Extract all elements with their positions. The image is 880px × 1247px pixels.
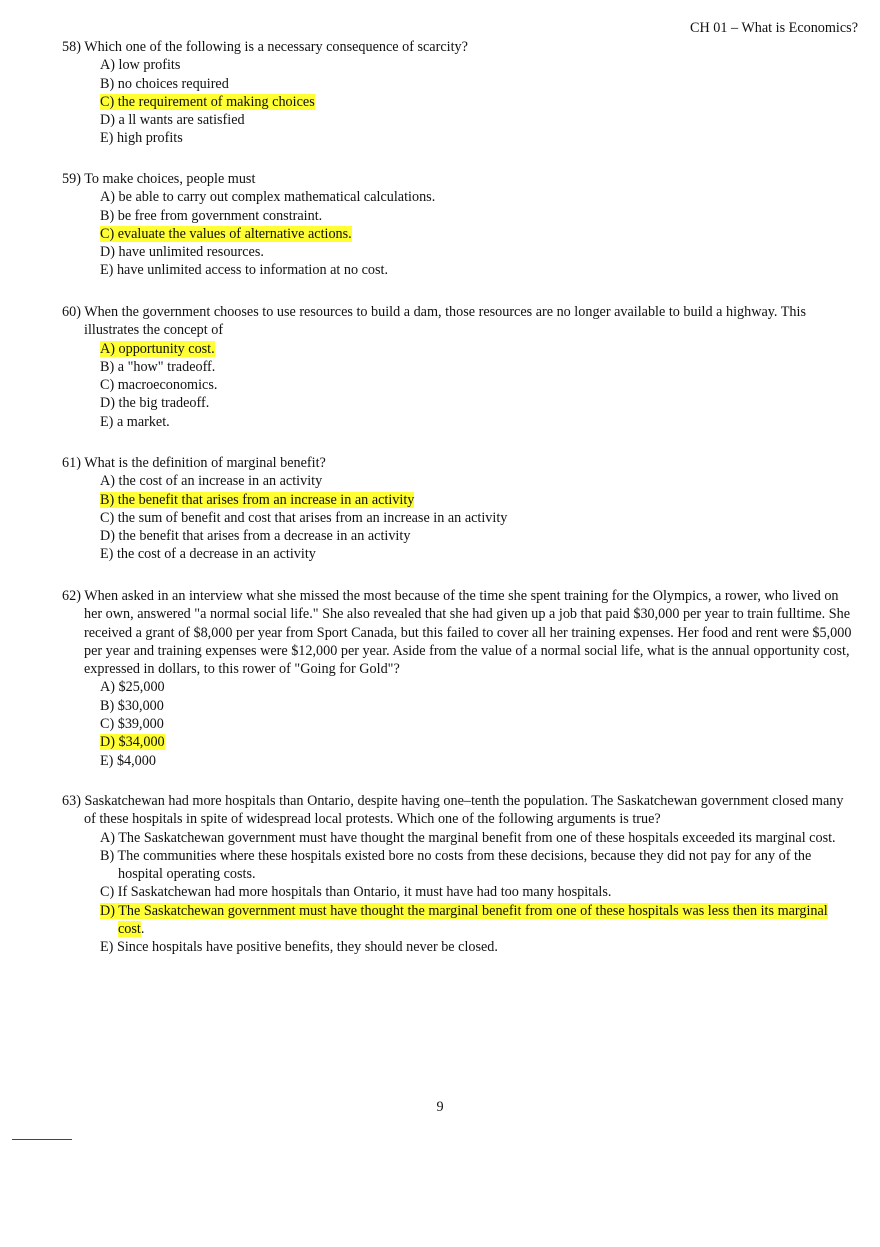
answer-option xyxy=(100,938,852,956)
answer-option xyxy=(100,847,852,884)
option-text: E) high profits xyxy=(100,130,183,147)
answer-option xyxy=(100,207,852,225)
option-text: B) $30,000 xyxy=(100,697,164,714)
answer-option xyxy=(100,243,852,261)
option-text: B) a "how" tradeoff. xyxy=(100,358,216,375)
answer-option-correct xyxy=(100,733,852,751)
option-text: C) the sum of benefit and cost that arises from an increase in an activity xyxy=(100,509,508,526)
question-63 xyxy=(62,792,852,957)
question-stem: 63) Saskatchewan had more hospitals than Ontario, despite having one–tenth the population. The Saskatchewan government closed many of these hospitals in spite of widespread local protests. Which one of the following arguments is true? xyxy=(62,793,844,828)
answer-option xyxy=(100,111,852,129)
answer-option xyxy=(100,715,852,733)
page-header: CH 01 – What is Economics? xyxy=(690,20,858,36)
option-text: A) low profits xyxy=(100,57,181,74)
answer-option xyxy=(100,883,852,901)
question-stem: 60) When the government chooses to use resources to build a dam, those resources are no longer available to build a highway. This illustrates the concept of xyxy=(62,304,806,339)
question-62 xyxy=(62,587,852,770)
option-text: A) The Saskatchewan government must have thought the marginal benefit from one of these hospitals exceeded its marginal cost. xyxy=(100,829,836,846)
answer-option xyxy=(100,376,852,394)
option-text: E) a market. xyxy=(100,413,170,430)
answer-option xyxy=(100,413,852,431)
option-text: D) a ll wants are satisfied xyxy=(100,112,245,129)
option-text: E) $4,000 xyxy=(100,752,156,769)
option-text: B) be free from government constraint. xyxy=(100,207,323,224)
option-text: B) no choices required xyxy=(100,75,229,92)
answer-option xyxy=(100,472,852,490)
option-text: D) the benefit that arises from a decrease in an activity xyxy=(100,528,411,545)
option-text: C) macroeconomics. xyxy=(100,377,218,394)
option-text: A) $25,000 xyxy=(100,679,165,696)
answer-option xyxy=(100,545,852,563)
option-text-highlighted: A) opportunity cost. xyxy=(100,340,215,357)
question-59 xyxy=(62,170,852,280)
option-text: C) $39,000 xyxy=(100,716,164,733)
answer-option xyxy=(100,509,852,527)
answer-option xyxy=(100,752,852,770)
answer-option xyxy=(100,394,852,412)
option-text: A) the cost of an increase in an activity xyxy=(100,473,323,490)
option-text: D) have unlimited resources. xyxy=(100,244,264,261)
option-text: B) The communities where these hospitals existed bore no costs from these decisions, because they did not pay for any of the hospital operating costs. xyxy=(100,847,812,883)
answer-option xyxy=(100,75,852,93)
option-text: A) be able to carry out complex mathematical calculations. xyxy=(100,189,436,206)
option-text-highlighted: D) The Saskatchewan government must have thought the marginal benefit from one of these hospitals was less then its marginal cost xyxy=(100,902,828,938)
option-text: E) have unlimited access to information at no cost. xyxy=(100,262,389,279)
answer-option xyxy=(100,358,852,376)
question-58 xyxy=(62,38,852,148)
option-text-highlighted: D) $34,000 xyxy=(100,734,165,751)
answer-option-correct xyxy=(100,491,852,509)
answer-option xyxy=(100,129,852,147)
page-number: 9 xyxy=(436,1099,444,1115)
answer-option-correct xyxy=(100,225,852,243)
footnote-divider xyxy=(12,1139,72,1140)
question-60 xyxy=(62,303,852,431)
option-text-highlighted: B) the benefit that arises from an increase in an activity xyxy=(100,491,415,508)
question-stem: 62) When asked in an interview what she missed the most because of the time she spent training for the Olympics, a rower, who lived on her own, answered "a normal social life." She also revealed that she had given up a job that paid $30,000 per year to train fulltime. She received a grant of $8,000 per year from Sport Canada, but this failed to cover all her training expenses. Her food and rent were $5,000 per year and training expenses were $12,000 per year. Aside from the value of a normal social life, what is the annual opportunity cost, expressed in dollars, to this rower of "Going for Gold"? xyxy=(62,588,852,678)
answer-option xyxy=(100,829,852,847)
answer-option xyxy=(100,697,852,715)
option-text-suffix: . xyxy=(140,921,145,938)
answer-option xyxy=(100,56,852,74)
answer-option xyxy=(100,188,852,206)
answer-option xyxy=(100,527,852,545)
answer-option-correct xyxy=(100,340,852,358)
question-stem: 58) Which one of the following is a necessary consequence of scarcity? xyxy=(62,39,468,55)
question-61 xyxy=(62,454,852,564)
answer-option xyxy=(100,678,852,696)
question-stem: 59) To make choices, people must xyxy=(62,171,256,187)
option-text-highlighted: C) the requirement of making choices xyxy=(100,93,315,110)
option-text: E) the cost of a decrease in an activity xyxy=(100,546,316,563)
option-text: C) If Saskatchewan had more hospitals than Ontario, it must have had too many hospitals. xyxy=(100,884,612,901)
option-text-highlighted: C) evaluate the values of alternative actions. xyxy=(100,225,352,242)
answer-option xyxy=(100,261,852,279)
option-text: D) the big tradeoff. xyxy=(100,395,210,412)
answer-option-correct xyxy=(100,902,852,939)
question-stem: 61) What is the definition of marginal benefit? xyxy=(62,455,326,471)
option-text: E) Since hospitals have positive benefits, they should never be closed. xyxy=(100,939,498,956)
answer-option-correct xyxy=(100,93,852,111)
